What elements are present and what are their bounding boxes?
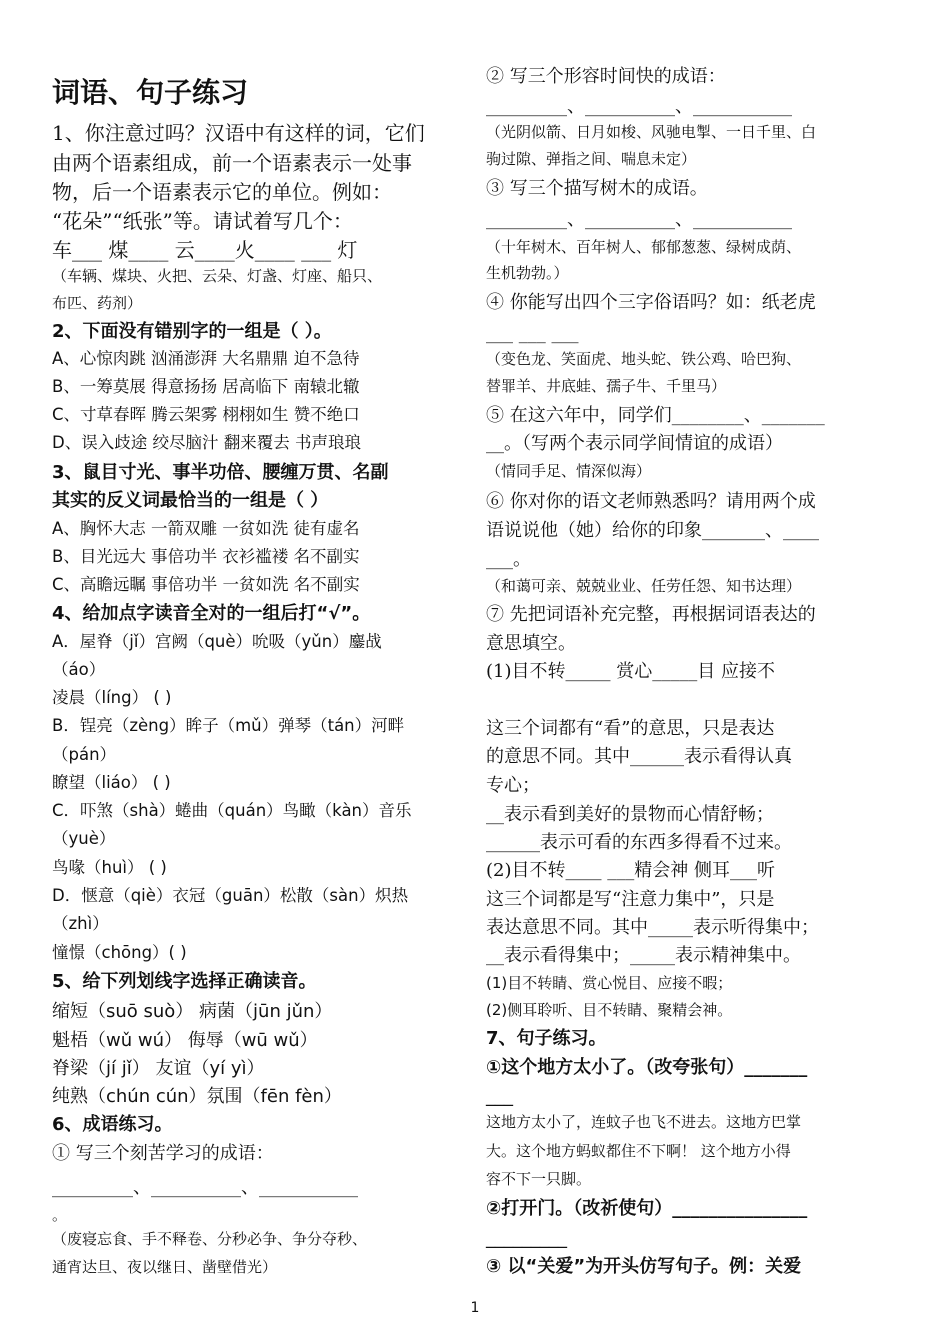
- left-line: 4、给加点字读音全对的一组后打“√”。: [52, 603, 371, 624]
- right-line: 替罪羊、井底蛙、孺子牛、千里马）: [486, 377, 727, 395]
- left-line: （áo）: [52, 660, 106, 679]
- left-line: 凌晨（líng） ( ): [52, 688, 172, 707]
- right-line: 7、句子练习。: [486, 1028, 607, 1049]
- left-line: C．吓煞（shà）蜷曲（quán）鸟瞰（kàn）音乐: [52, 801, 412, 820]
- right-line: （情同手足、情深似海）: [486, 462, 652, 480]
- right-line: ② 写三个形容时间快的成语：: [486, 66, 726, 87]
- right-line: ⑤ 在这六年中，同学们________、_______: [486, 405, 825, 426]
- right-line: (2)目不转____ ___精会神 侧耳___听: [486, 860, 775, 881]
- right-line: 这三个词都有“看”的意思，只是表达: [486, 718, 775, 739]
- right-line: (1)目不转_____ 赏心_____目 应接不: [486, 661, 775, 682]
- left-line: C、寸草春晖 腾云架雾 栩栩如生 赞不绝口: [52, 405, 360, 424]
- right-line: ③ 写三个描写树木的成语。: [486, 178, 708, 199]
- left-line: A．屋脊（jǐ）宫阙（què）吮吸（yǔn）鏖战: [52, 632, 382, 651]
- right-line: 这三个词都是写“注意力集中”，只是: [486, 889, 775, 910]
- left-line: （zhì）: [52, 914, 109, 933]
- left-line: 憧憬（chōng）( ): [52, 943, 187, 962]
- left-line: 词语、句子练习: [52, 76, 249, 109]
- left-line: （车辆、煤块、火把、云朵、灯盏、灯座、船只、: [52, 267, 383, 285]
- right-line: ③ 以“关爱”为开头仿写句子。例：关爱: [486, 1256, 802, 1277]
- right-line: _________、__________、___________: [486, 96, 792, 117]
- right-line: 意思填空。: [486, 633, 576, 654]
- right-line: 这地方太小了，连蚊子也飞不进去。这地方巴掌: [486, 1113, 802, 1131]
- left-line: 。: [52, 1206, 68, 1224]
- left-line: 3、鼠目寸光、事半功倍、腰缠万贯、名副: [52, 462, 389, 483]
- left-line: 其实的反义词最恰当的一组是（ ）: [52, 490, 329, 511]
- right-line: 专心；: [486, 775, 540, 796]
- left-line: 魁梧（wǔ wú） 侮辱（wū wǔ）: [52, 1030, 318, 1051]
- right-line: (1)目不转睛、赏心悦目、应接不暇；: [486, 974, 733, 992]
- right-line: ___ ___ ___: [486, 323, 579, 344]
- left-line: A、心惊肉跳 汹涌澎湃 大名鼎鼎 迫不急待: [52, 349, 360, 368]
- right-line: ⑦ 先把词语补充完整，再根据词语表达的: [486, 604, 816, 625]
- left-line: B．锃亮（zèng）眸子（mǔ）弹琴（tán）河畔: [52, 716, 405, 735]
- left-line: D、误入歧途 绞尽脑汁 翻来覆去 书声琅琅: [52, 433, 361, 452]
- right-line: （变色龙、笑面虎、地头蛇、铁公鸡、哈巴狗、: [486, 350, 802, 368]
- right-line: 生机勃勃。）: [486, 264, 569, 282]
- left-line: B、一筹莫展 得意扬扬 居高临下 南辕北辙: [52, 377, 360, 396]
- right-line: __表示看得集中；_____表示精神集中。: [486, 945, 801, 966]
- right-line: __。（写两个表示同学间情谊的成语）: [486, 433, 783, 454]
- left-line: 瞭望（liáo） ( ): [52, 773, 171, 792]
- right-line: （十年树木、百年树人、郁郁葱葱、绿树成荫、: [486, 238, 802, 256]
- left-line: （pán）: [52, 745, 117, 764]
- left-line: 5、给下列划线字选择正确读音。: [52, 971, 317, 992]
- right-line: 容不下一只脚。: [486, 1170, 592, 1188]
- right-line: ④ 你能写出四个三字俗语吗？如：纸老虎: [486, 292, 816, 313]
- right-line: 驹过隙、弹指之间、喘息未定）: [486, 150, 697, 168]
- right-line: ①这个地方太小了。（改夸张句）_______: [486, 1057, 808, 1078]
- right-line: ⑥ 你对你的语文老师熟悉吗？请用两个成: [486, 491, 816, 512]
- page-number: 1: [470, 1300, 480, 1316]
- left-line: B、目光远大 事倍功半 衣衫褴褛 名不副实: [52, 547, 360, 566]
- left-line: 通宵达旦、夜以继日、凿壁借光）: [52, 1258, 278, 1276]
- left-line: 2、下面没有错别字的一组是（ ）。: [52, 321, 332, 342]
- left-line: （yuè）: [52, 829, 116, 848]
- left-line: 由两个语素组成，前一个语素表示一处事: [52, 151, 412, 175]
- left-line: 物，后一个语素表示它的单位。例如：: [52, 180, 392, 204]
- right-line: 语说说他（她）给你的印象_______、____: [486, 520, 819, 541]
- left-line: 车___ 煤____ 云____火____ ___ 灯: [52, 238, 358, 262]
- right-line: _________、__________、___________: [486, 209, 792, 230]
- left-line: 纯熟（chún cún）氛围（fēn fèn）: [52, 1086, 342, 1107]
- right-line: ___: [486, 1086, 513, 1107]
- left-line: _________、__________、___________: [52, 1177, 358, 1198]
- left-line: ① 写三个刻苦学习的成语：: [52, 1143, 274, 1164]
- right-line: _________: [486, 1228, 567, 1249]
- left-line: （废寝忘食、手不释卷、分秒必争、争分夺秒、: [52, 1230, 368, 1248]
- left-line: C、高瞻远瞩 事倍功半 一贫如洗 名不副实: [52, 575, 360, 594]
- right-line: 的意思不同。其中______表示看得认真: [486, 746, 792, 767]
- left-line: 布匹、药剂）: [52, 294, 143, 312]
- right-line: （光阴似箭、日月如梭、风驰电掣、一日千里、白: [486, 123, 817, 141]
- left-line: 缩短（suō suò） 病菌（jūn jǔn）: [52, 1001, 333, 1022]
- right-line: ②打开门。（改祈使句）_______________: [486, 1198, 808, 1219]
- right-line: 大。这个地方蚂蚁都住不下啊！ 这个地方小得: [486, 1142, 791, 1160]
- left-line: “花朵”“纸张”等。请试着写几个：: [52, 209, 353, 233]
- right-line: (2)侧耳聆听、目不转睛、聚精会神。: [486, 1001, 733, 1019]
- left-line: 1、你注意过吗？汉语中有这样的词，它们: [52, 121, 425, 145]
- left-line: 鸟喙（huì） ( ): [52, 858, 167, 877]
- right-line: 表达意思不同。其中_____表示听得集中；: [486, 917, 819, 938]
- left-line: 脊梁（jí jǐ） 友谊（yí yì）: [52, 1058, 265, 1079]
- right-line: ______表示可看的东西多得看不过来。: [486, 832, 792, 853]
- right-line: ___。: [486, 549, 531, 570]
- right-line: __表示看到美好的景物而心情舒畅；: [486, 804, 774, 825]
- left-line: A、胸怀大志 一箭双雕 一贫如洗 徒有虚名: [52, 519, 360, 538]
- left-line: D．惬意（qiè）衣冠（guān）松散（sàn）炽热: [52, 886, 409, 905]
- left-line: 6、成语练习。: [52, 1114, 173, 1135]
- right-line: （和蔼可亲、兢兢业业、任劳任怨、知书达理）: [486, 577, 802, 595]
